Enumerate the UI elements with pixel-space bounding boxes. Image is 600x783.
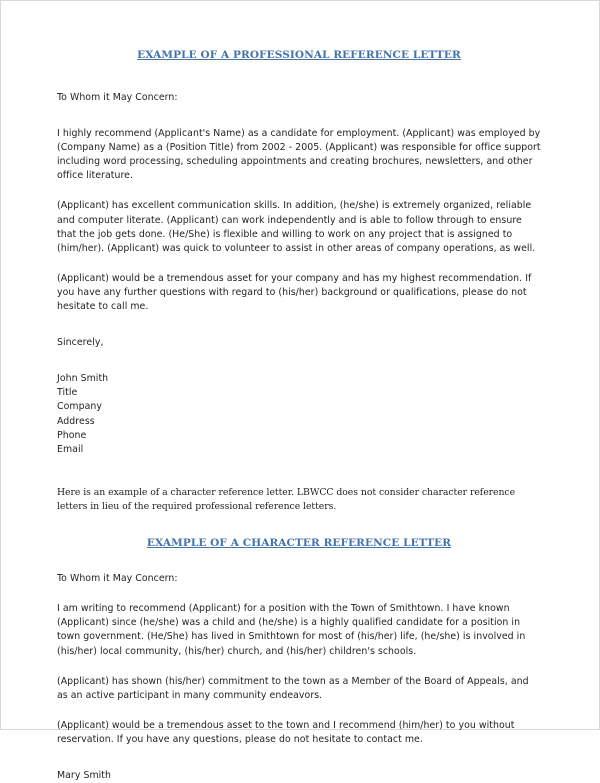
spacer [57,105,541,127]
spacer [57,183,541,199]
character-letter-section [57,536,541,783]
signature-line-title: Title [57,387,78,399]
professional-letter-paragraph-2: (Applicant) has excellent communication skills. In addition, (he/she) is extremely organized, reliable and computer literate. (Applicant) can work independently and is able to follow through to ensure that the job gets done. (He/She) is flexible and willing to work on any project that is assigned to (him/her). (Applicant) was quick to volunteer to assist in other areas of company operations, as well. [57,200,536,254]
spacer [57,314,541,336]
transition-note: Here is an example of a character reference letter. LBWCC does not consider character reference letters in lieu of the required professional reference letters. [57,486,516,512]
professional-letter-section [57,48,541,457]
character-letter-paragraph-3: (Applicant) would be a tremendous asset to the town and I recommend (him/her) to you without reservation. If you have any questions, please do not hesitate to contact me. [57,719,515,745]
signature-line-address: Address [57,415,95,427]
spacer [57,550,541,572]
signature-line-phone: Phone [57,429,87,441]
spacer [57,586,541,602]
professional-letter-signature-block [57,372,541,457]
spacer [57,747,541,769]
professional-letter-salutation: To Whom it May Concern: [57,92,178,103]
spacer [57,659,541,675]
spacer [57,256,541,272]
professional-letter-paragraph-3: (Applicant) would be a tremendous asset for your company and has my highest recommendation. If you have any further questions with regard to (his/her) background or qualifications, please do not hesitate to call me. [57,272,532,313]
character-letter-salutation: To Whom it May Concern: [57,573,178,585]
signature-line-company: Company [57,401,102,413]
spacer [57,514,541,536]
professional-letter-paragraph-1: I highly recommend (Applicant's Name) as a candidate for employment. (Applicant) was employed by (Company Name) as a (Position Title) from 2002 - 2005. (Applicant) was responsible for office support including word processing, scheduling appointments and creating brochures, newsletters, and other office literature. [57,128,541,182]
character-letter-paragraph-2: (Applicant) has shown (his/her) commitment to the town as a Member of the Board of Appeals, and as an active participant in many community endeavors. [57,675,529,701]
spacer [57,457,541,486]
spacer [57,62,541,91]
character-letter-paragraph-1: I am writing to recommend (Applicant) for a position with the Town of Smithtown. I have known (Applicant) since (he/she) was a child and (he/she) is a highly qualified candidate for a position in town government. (He/She) has lived in Smithtown for most of (his/her) life, (he/she) is involved in (his/her) local community, (his/her) church, and (his/her) children's schools. [57,603,526,657]
professional-letter-sign-off: Sincerely, [57,337,104,349]
signature-line-email: Email [57,443,84,455]
spacer [57,703,541,719]
document-body [1,1,599,783]
professional-letter-heading: EXAMPLE OF A PROFESSIONAL REFERENCE LETTER [137,49,461,61]
character-letter-closing-name: Mary Smith [57,770,112,782]
spacer [57,350,541,372]
signature-line-name: John Smith [57,373,109,385]
character-letter-heading: EXAMPLE OF A CHARACTER REFERENCE LETTER [146,537,452,550]
